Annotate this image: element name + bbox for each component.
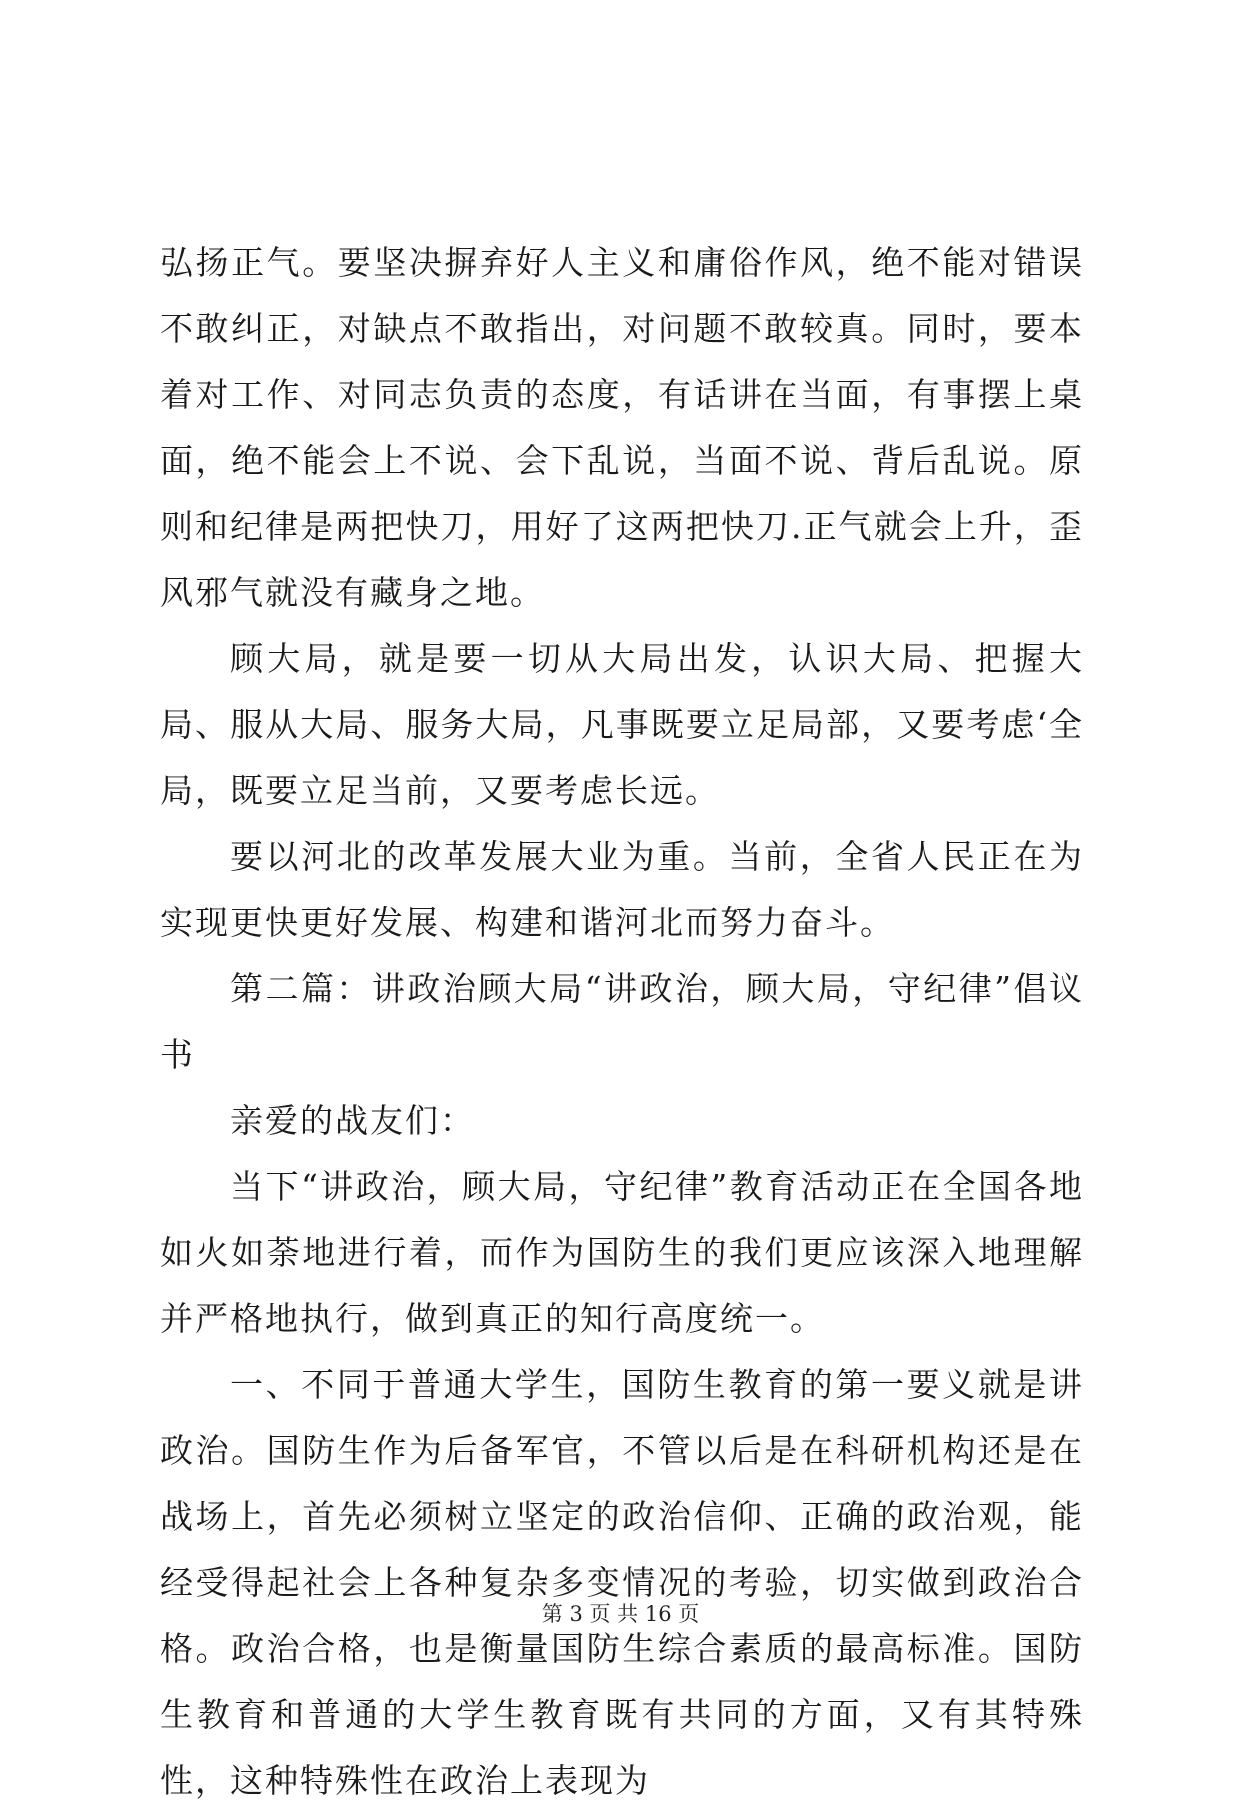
section-heading-part-two: 第二篇：讲政治顾大局“讲政治，顾大局，守纪律”倡议书	[160, 969, 1084, 1074]
paragraph-hebei-reform: 要以河北的改革发展大业为重。当前，全省人民正在为实现更快更好发展、构建和谐河北而努力奋斗。	[160, 837, 1084, 942]
paragraph-overall-situation: 顾大局，就是要一切从大局出发，认识大局、把握大局、服从大局、服务大局，凡事既要立足局部，又要考虑‘全局，既要立足当前，又要考虑长远。	[160, 639, 1084, 810]
page-number: 第 3 页 共 16 页	[541, 1602, 700, 1626]
salutation: 亲爱的战友们：	[230, 1101, 475, 1140]
paragraph-education-campaign: 当下“讲政治，顾大局，守纪律”教育活动正在全国各地如火如荼地进行着，而作为国防生的我们更应该深入地理解并严格地执行，做到真正的知行高度统一。	[160, 1167, 1084, 1338]
page-footer	[0, 1600, 1241, 1628]
paragraph-point-one: 一、不同于普通大学生，国防生教育的第一要义就是讲政治。国防生作为后备军官，不管以后是在科研机构还是在战场上，首先必须树立坚定的政治信仰、正确的政治观，能经受得起社会上各种复杂多变情况的考验，切实做到政治合格。政治合格，也是衡量国防生综合素质的最高标准。国防生教育和普通的大学生教育既有共同的方面，又有其特殊性，这种特殊性在政治上表现为	[160, 1365, 1084, 1800]
paragraph-continuation: 弘扬正气。要坚决摒弃好人主义和庸俗作风，绝不能对错误不敢纠正，对缺点不敢指出，对问题不敢较真。同时，要本着对工作、对同志负责的态度，有话讲在当面，有事摆上桌面，绝不能会上不说、会下乱说，当面不说、背后乱说。原则和纪律是两把快刀，用好了这两把快刀.正气就会上升，歪风邪气就没有藏身之地。	[160, 243, 1084, 612]
document-body	[160, 230, 1084, 1814]
